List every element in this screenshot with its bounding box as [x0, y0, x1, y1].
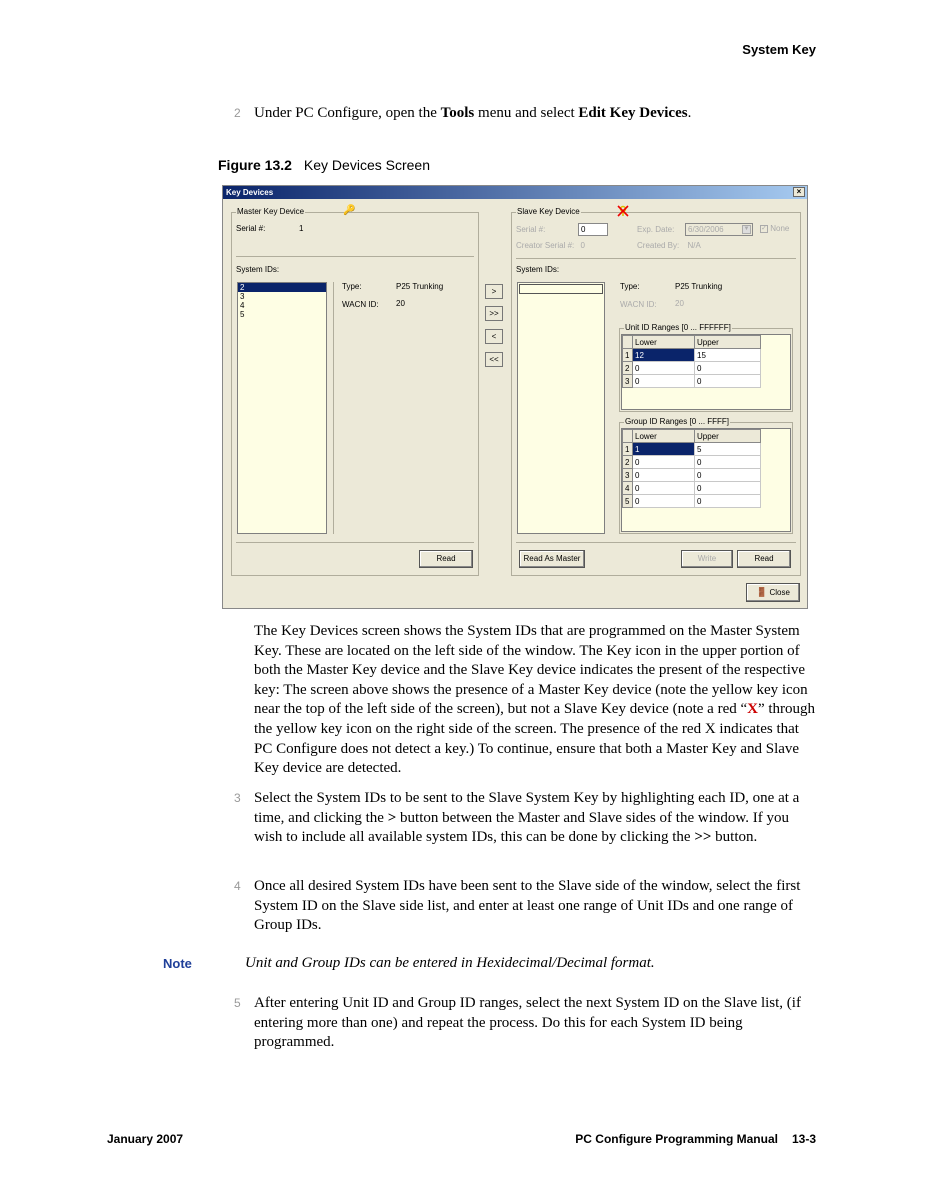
master-serial-label: Serial #: [236, 224, 266, 233]
step-bold: >> [694, 829, 712, 846]
table-cell[interactable]: 12 [633, 349, 695, 362]
master-system-ids-list[interactable] [237, 282, 327, 534]
exp-date-value: 6/30/2006 [688, 225, 724, 234]
master-serial-value: 1 [299, 224, 304, 233]
read-as-master-button[interactable]: Read As Master [519, 550, 585, 568]
slave-created-by [637, 241, 701, 250]
table-cell[interactable]: 5 [695, 443, 761, 456]
divider [516, 258, 796, 259]
slave-serial-field[interactable]: 0 [578, 223, 608, 236]
table-row [623, 469, 761, 482]
figure-label: Figure 13.2 [218, 157, 292, 173]
group-ranges-table [622, 429, 761, 508]
step-text: menu and select [474, 105, 579, 121]
step-5 [234, 994, 816, 1053]
step-text: Select the System IDs to be sent to the Slave System Key by highlighting each ID, one at a time, and clicking the [254, 790, 800, 826]
footer-date: January 2007 [107, 1132, 184, 1146]
created-by-value: N/A [687, 241, 701, 250]
slave-read-button[interactable]: Read [737, 550, 791, 568]
table-cell[interactable]: 1 [633, 443, 695, 456]
unit-id-ranges-grid[interactable] [621, 334, 791, 410]
master-wacn-value: 20 [396, 299, 405, 308]
column-header: Lower [633, 336, 695, 349]
list-item[interactable]: 5 [240, 310, 245, 319]
slave-type-label: Type: [620, 282, 640, 291]
group-id-ranges-grid[interactable] [621, 428, 791, 532]
column-header: Upper [695, 336, 761, 349]
group-title: Master Key Device [237, 207, 305, 216]
note-text: Unit and Group IDs can be entered in Hexidecimal/Decimal format. [245, 955, 655, 971]
step-text: Under PC Configure, open the [254, 105, 441, 121]
step-text: After entering Unit ID and Group ID ranges, select the next System ID on the Slave list, (if entering more than one) and repeat the process. Do this for each System ID being programmed. [254, 995, 801, 1051]
step-4 [234, 877, 816, 936]
table-cell[interactable]: 0 [633, 456, 695, 469]
table-cell[interactable]: 15 [695, 349, 761, 362]
row-header: 3 [623, 469, 633, 482]
note-label: Note [163, 956, 192, 971]
step-3 [234, 789, 816, 848]
list-item[interactable]: 2 [238, 283, 326, 292]
master-key-icon: 🔑 [343, 205, 356, 216]
window-close-icon[interactable]: × [793, 187, 805, 197]
row-header: 4 [623, 482, 633, 495]
step-number: 5 [234, 996, 241, 1010]
corner-cell [623, 336, 633, 349]
send-one-button[interactable]: > [485, 284, 503, 299]
column-header: Lower [633, 430, 695, 443]
divider [236, 256, 474, 257]
group-title: Unit ID Ranges [0 ... FFFFFF] [625, 323, 731, 332]
column-header: Upper [695, 430, 761, 443]
divider [516, 542, 796, 543]
page-number: 13-3 [791, 1132, 816, 1146]
table-cell[interactable]: 0 [695, 375, 761, 388]
step-bold: > [387, 809, 397, 826]
table-cell[interactable]: 0 [695, 495, 761, 508]
step-text: button. [711, 829, 758, 846]
group-title: Slave Key Device [517, 207, 580, 216]
unit-ranges-table [622, 335, 761, 388]
table-row [623, 495, 761, 508]
slave-type-value: P25 Trunking [675, 282, 723, 291]
slave-key-missing-icon [617, 205, 629, 220]
red-x-text: X [747, 701, 758, 718]
table-cell[interactable]: 0 [695, 469, 761, 482]
table-row [623, 456, 761, 469]
para-text: The Key Devices screen shows the System IDs that are programmed on the Master System Key. These are located on the left side of the window. The Key icon in the upper portion of both the Master Key device and the Slave Key device indicates the present of the respective key: The screen above shows the presence of a Master Key device (note the yellow key icon near the top of the left side of the screen), but not a Slave Key device (note a red “ [254, 623, 808, 718]
window-title: Key Devices [226, 188, 274, 197]
table-row [623, 443, 761, 456]
slave-wacn-value: 20 [675, 299, 684, 308]
slave-system-ids-label: System IDs: [516, 265, 560, 274]
remove-one-button[interactable]: < [485, 329, 503, 344]
close-label: Close [769, 588, 790, 597]
list-item[interactable]: 3 [240, 292, 245, 301]
divider [333, 282, 334, 534]
chevron-down-icon[interactable]: ▼ [743, 226, 750, 232]
table-row [623, 482, 761, 495]
row-header: 2 [623, 456, 633, 469]
table-cell[interactable]: 0 [633, 495, 695, 508]
divider [236, 542, 474, 543]
slave-exp-date-select[interactable] [685, 223, 753, 236]
corner-cell [623, 430, 633, 443]
list-item[interactable] [519, 284, 603, 294]
send-all-button[interactable]: >> [485, 306, 503, 321]
slave-none-checkbox[interactable] [760, 224, 789, 233]
row-header: 5 [623, 495, 633, 508]
door-icon: 🚪 [756, 587, 768, 597]
footer-manual [575, 1132, 816, 1146]
table-row [623, 349, 761, 362]
created-by-label: Created By: [637, 241, 680, 250]
row-header: 2 [623, 362, 633, 375]
step-2 [234, 104, 816, 124]
none-label: None [770, 224, 790, 233]
table-row [623, 362, 761, 375]
master-type-label: Type: [342, 282, 362, 291]
slave-creator-serial [516, 241, 585, 250]
table-header-row [623, 430, 761, 443]
slave-wacn-label: WACN ID: [620, 300, 657, 309]
table-cell[interactable]: 0 [633, 362, 695, 375]
group-title: Group ID Ranges [0 ... FFFF] [625, 417, 730, 426]
row-header: 1 [623, 443, 633, 456]
step-number: 2 [234, 106, 241, 120]
table-row [623, 375, 761, 388]
master-wacn-label: WACN ID: [342, 300, 379, 309]
para-text: ” through the yellow key icon on the right side of the screen. The presence of the red X indicates that PC Configure does not detect a key.) To continue, ensure that both a Master Key and Slave Key device are detected. [254, 701, 816, 777]
step-text: Once all desired System IDs have been sent to the Slave side of the window, select the first System ID on the Slave side list, and enter at least one range of Unit IDs and one range of Group IDs. [254, 878, 801, 934]
body-paragraph [254, 622, 816, 779]
write-button[interactable]: Write [681, 550, 733, 568]
step-text: . [687, 105, 692, 121]
close-button[interactable] [746, 583, 800, 602]
step-bold: Edit Key Devices [578, 105, 688, 121]
remove-all-button[interactable]: << [485, 352, 503, 367]
table-cell[interactable]: 0 [633, 375, 695, 388]
table-cell[interactable]: 0 [633, 482, 695, 495]
master-system-ids-label: System IDs: [236, 265, 280, 274]
creator-serial-value: 0 [580, 241, 585, 250]
master-type-value: P25 Trunking [396, 282, 444, 291]
table-header-row [623, 336, 761, 349]
creator-serial-label: Creator Serial #: [516, 241, 575, 250]
row-header: 1 [623, 349, 633, 362]
step-bold: Tools [440, 105, 475, 121]
table-cell[interactable]: 0 [633, 469, 695, 482]
table-cell[interactable]: 0 [695, 362, 761, 375]
step-text: button between the Master and Slave sides of the window. If you wish to include all available system IDs, this can be done by clicking the [254, 809, 789, 846]
manual-title: PC Configure Programming Manual [575, 1132, 778, 1146]
key-devices-window [222, 185, 808, 609]
master-read-button[interactable]: Read [419, 550, 473, 568]
section-title: System Key [742, 42, 816, 57]
figure-caption [218, 157, 430, 173]
checkbox-icon[interactable]: ✓ [761, 224, 767, 232]
table-cell[interactable]: 0 [695, 456, 761, 469]
slave-serial-label: Serial #: [516, 225, 546, 234]
step-number: 4 [234, 879, 241, 893]
slave-system-ids-list[interactable] [517, 282, 605, 534]
table-cell[interactable]: 0 [695, 482, 761, 495]
figure-title: Key Devices Screen [303, 157, 430, 173]
slave-exp-date-label: Exp. Date: [637, 225, 675, 234]
step-number: 3 [234, 791, 241, 805]
window-titlebar [223, 186, 807, 199]
list-item[interactable]: 4 [240, 301, 245, 310]
row-header: 3 [623, 375, 633, 388]
